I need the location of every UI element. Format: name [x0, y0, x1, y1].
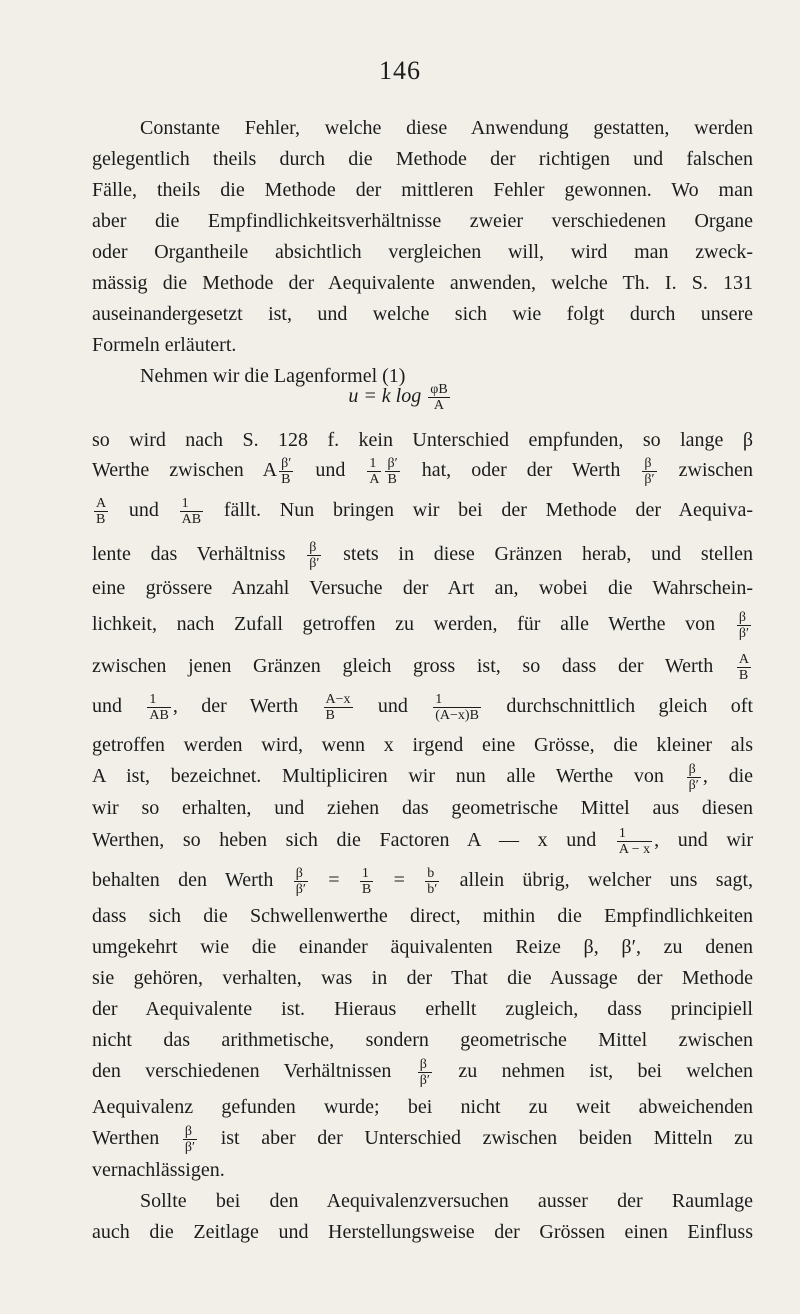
- formula-lagenformel: [0, 382, 800, 426]
- text-line: dass sich die Schwellenwerthe direct, mithin die Empfindlichkeiten: [92, 905, 753, 927]
- formula-lhs: u = k log: [348, 385, 422, 408]
- text-line: umgekehrt wie die einander äquivalenten Reize β, β′, zu denen: [92, 936, 753, 958]
- text-line-with-fractions: Werthe zwischen A $\frac{\beta'}{B}$ und $\frac{1}{A}$ $\frac{\beta'}{B}$ hat, oder der Werth $\frac{\beta}{\beta'}$ zwischen: [92, 456, 754, 487]
- text-line: Aequivalenz gefunden wurde; bei nicht zu weit abweichenden: [92, 1096, 753, 1118]
- text-line-with-fractions: lente das Verhältniss $\frac{\beta}{\beta'}$ stets in diese Gränzen herab, und stellen: [92, 540, 754, 571]
- text-line: mässig die Methode der Aequivalente anwenden, welche Th. I. S. 131: [92, 272, 753, 294]
- text-line-with-fractions: zwischen jenen Gränzen gleich gross ist, so dass der Werth $\frac{A}{B}$: [92, 652, 749, 683]
- text-line: aber die Empfindlichkeitsverhältnisse zweier verschiedenen Organe: [92, 210, 753, 232]
- text-line: Nehmen wir die Lagenformel (1): [140, 365, 406, 387]
- text-line: Formeln erläutert.: [92, 334, 237, 356]
- text-line: gelegentlich theils durch die Methode der richtigen und falschen: [92, 148, 753, 170]
- text-line: Sollte bei den Aequivalenzversuchen ausser der Raumlage: [140, 1190, 753, 1212]
- text-line: auch die Zeitlage und Herstellungsweise der Grössen einen Einfluss: [92, 1221, 753, 1243]
- text-line-with-fractions: A ist, bezeichnet. Multipliciren wir nun alle Werthe von $\frac{\beta}{\beta'}$ , die: [92, 762, 754, 793]
- text-line: auseinandergesetzt ist, und welche sich wie folgt durch unsere: [92, 303, 753, 325]
- text-line-with-fractions: lichkeit, nach Zufall getroffen zu werden, für alle Werthe von $\frac{\beta}{\beta'}$: [92, 610, 750, 641]
- formula-fraction: $\frac{\varphi B}{A}$: [430, 382, 448, 413]
- text-line: oder Organtheile absichtlich vergleichen will, wird man zweck-: [92, 241, 753, 263]
- text-line: der Aequivalente ist. Hieraus erhellt zugleich, dass principiell: [92, 998, 753, 1020]
- text-line: vernachlässigen.: [92, 1159, 225, 1181]
- text-line: Fälle, theils die Methode der mittleren Fehler gewonnen. Wo man: [92, 179, 753, 201]
- page-number: 146: [379, 56, 421, 85]
- text-line: eine grössere Anzahl Versuche der Art an, wobei die Wahrschein-: [92, 577, 753, 599]
- text-line: so wird nach S. 128 f. kein Unterschied empfunden, so lange β: [92, 429, 753, 451]
- text-line-with-fractions: behalten den Werth $\frac{\beta}{\beta'}$ = $\frac{1}{B}$ = $\frac{b}{b'}$ allein übrig, welcher uns sagt,: [92, 866, 754, 897]
- text-line: Constante Fehler, welche diese Anwendung gestatten, werden: [140, 117, 753, 139]
- text-line: wir so erhalten, und ziehen das geometrische Mittel aus diesen: [92, 797, 753, 819]
- text-line-with-fractions: Werthen, so heben sich die Factoren A — x und $\frac{1}{A - x}$ , und wir: [92, 826, 753, 857]
- text-line: sie gehören, verhalten, was in der That die Aussage der Methode: [92, 967, 753, 989]
- text-line-with-fractions: den verschiedenen Verhältnissen $\frac{\beta}{\beta'}$ zu nehmen ist, bei welchen: [92, 1057, 753, 1088]
- text-line-with-fractions: und $\frac{1}{AB}$ , der Werth $\frac{A-x}{B}$ und $\frac{1}{(A-x)B}$ durchschnittlich gleich oft: [92, 692, 754, 723]
- text-line: getroffen werden wird, wenn x irgend eine Grösse, die kleiner als: [92, 734, 753, 756]
- text-line-with-fractions: Werthen $\frac{\beta}{\beta'}$ ist aber der Unterschied zwischen beiden Mitteln zu: [92, 1124, 754, 1155]
- text-line: nicht das arithmetische, sondern geometrische Mittel zwischen: [92, 1029, 753, 1051]
- text-line-with-fractions: $\frac{A}{B}$ und $\frac{1}{AB}$ fällt. Nun bringen wir bei der Methode der Aequiva-: [96, 496, 754, 527]
